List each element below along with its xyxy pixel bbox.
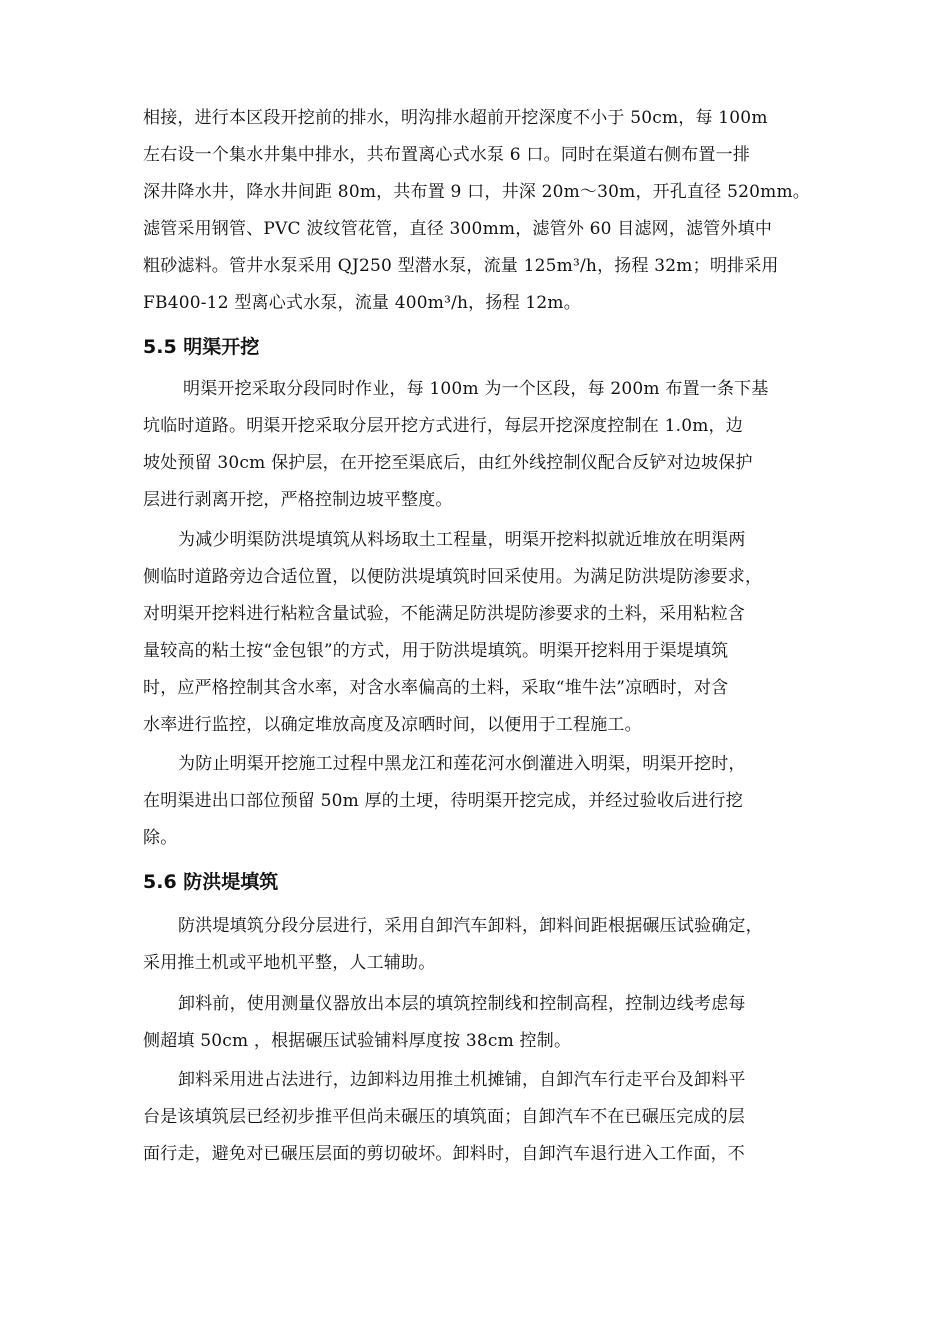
paragraph-line: 防洪堤填筑分段分层进行，采用自卸汽车卸料，卸料间距根据碾压试验确定，: [178, 916, 763, 936]
paragraph-line: 左右设一个集水井集中排水，共布置离心式水泵 6 口。同时在渠道右侧布置一排: [143, 145, 751, 165]
paragraph-line: 坑临时道路。明渠开挖采取分层开挖方式进行，每层开挖深度控制在 1.0m，边: [143, 416, 743, 436]
paragraph-line: 滤管采用钢管、PVC 波纹管花管，直径 300mm，滤管外 60 目滤网，滤管外填中: [143, 219, 773, 239]
paragraph-line: 除。: [143, 828, 178, 848]
paragraph-line: 台是该填筑层已经初步推平但尚未碾压的填筑面；自卸汽车不在已碾压完成的层: [143, 1107, 745, 1127]
paragraph-line: 粗砂滤料。管井水泵采用 QJ250 型潜水泵，流量 125m³/h，扬程 32m；明排采用: [143, 256, 779, 276]
paragraph-line: 层进行剥离开挖，严格控制边坡平整度。: [143, 490, 453, 510]
paragraph-line: 明渠开挖采取分段同时作业，每 100m 为一个区段，每 200m 布置一条下基: [183, 379, 769, 399]
paragraph-line: 面行走，避免对已碾压层面的剪切破坏。卸料时，自卸汽车退行进入工作面，不: [143, 1144, 745, 1164]
paragraph-line: 水率进行监控，以确定堆放高度及凉晒时间，以便用于工程施工。: [143, 715, 642, 735]
paragraph-line: 深井降水井，降水井间距 80m，共布置 9 口，井深 20m～30m，开孔直径 520mm。: [143, 182, 810, 202]
section-heading-5-6: 5.6 防洪堤填筑: [143, 871, 279, 893]
paragraph-line: FB400-12 型离心式水泵，流量 400m³/h，扬程 12m。: [143, 293, 581, 313]
paragraph-line: 时，应严格控制其含水率，对含水率偏高的土料，采取“堆牛法”凉晒时，对含: [143, 678, 729, 698]
paragraph-line: 侧临时道路旁边合适位置，以便防洪堤填筑时回采使用。为满足防洪堤防渗要求，: [143, 567, 763, 587]
paragraph-line: 侧超填 50cm ，根据碾压试验铺料厚度按 38cm 控制。: [143, 1031, 572, 1051]
paragraph-line: 对明渠开挖料进行粘粒含量试验，不能满足防洪堤防渗要求的土料，采用粘粒含: [143, 604, 745, 624]
paragraph-line: 为减少明渠防洪堤填筑从料场取土工程量，明渠开挖料拟就近堆放在明渠两: [178, 530, 746, 550]
section-heading-5-5: 5.5 明渠开挖: [143, 336, 260, 358]
paragraph-line: 量较高的粘土按“金包银”的方式，用于防洪堤填筑。明渠开挖料用于渠堤填筑: [143, 641, 729, 661]
paragraph-line: 采用推土机或平地机平整，人工辅助。: [143, 953, 436, 973]
paragraph-line: 为防止明渠开挖施工过程中黑龙江和莲花河水倒灌进入明渠，明渠开挖时，: [178, 754, 746, 774]
paragraph-line: 卸料采用进占法进行，边卸料边用推土机摊铺，自卸汽车行走平台及卸料平: [178, 1070, 746, 1090]
paragraph-line: 在明渠进出口部位预留 50m 厚的土埂，待明渠开挖完成，并经过验收后进行挖: [143, 791, 743, 811]
paragraph-line: 坡处预留 30cm 保护层，在开挖至渠底后，由红外线控制仪配合反铲对边坡保护: [143, 453, 753, 473]
paragraph-line: 卸料前，使用测量仪器放出本层的填筑控制线和控制高程，控制边线考虑每: [178, 994, 746, 1014]
paragraph-line: 相接，进行本区段开挖前的排水，明沟排水超前开挖深度不小于 50cm，每 100m: [143, 108, 768, 128]
